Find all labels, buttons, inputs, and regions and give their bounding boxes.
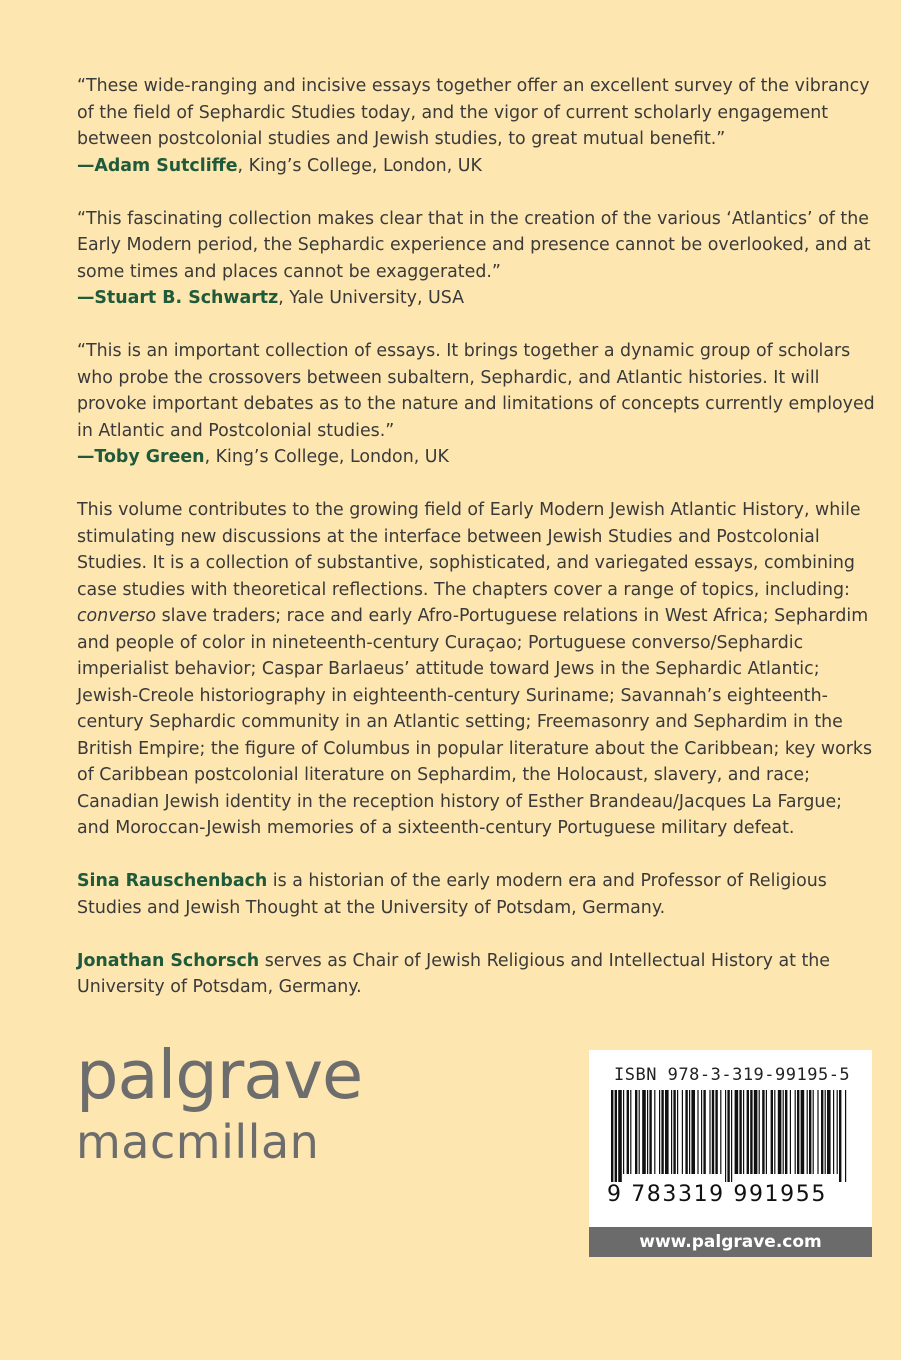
endorsement-attribution <box>77 153 877 180</box>
endorser-name: Toby Green <box>94 447 205 467</box>
barcode-bar <box>739 1090 741 1174</box>
bio-text: serves as Chair of Jewish Religious and Intellectual History at the University of Potsdam, Germany. <box>77 950 830 997</box>
barcode-bar <box>709 1090 710 1174</box>
endorser-affiliation: , King’s College, London, UK <box>237 155 482 176</box>
barcode-bar <box>813 1090 814 1174</box>
barcode-bar <box>809 1090 811 1174</box>
barcode-bar <box>766 1090 767 1174</box>
bio-paragraph <box>77 868 877 921</box>
em-dash: — <box>77 288 95 308</box>
editor-bio-1 <box>77 868 877 921</box>
barcode-bar <box>839 1090 841 1182</box>
barcode-bar <box>661 1090 663 1174</box>
endorsement-attribution <box>77 285 877 312</box>
barcode-bar <box>715 1090 717 1174</box>
barcode-digits: 9 783319 991955 <box>607 1182 827 1207</box>
barcode-bar <box>701 1090 702 1174</box>
barcode-bar <box>627 1090 629 1174</box>
barcode-bar <box>649 1090 651 1174</box>
barcode-bar <box>801 1090 805 1174</box>
barcode-bar <box>778 1090 782 1174</box>
endorsement-quote: “These wide-ranging and incisive essays together offer an excellent survey of the vibrancy of the field of Sephardic Studies today, and the vigor of current scholarly engagement between postcolonial studies and Jewish studies, to great mutual benefit.” <box>77 76 870 149</box>
barcode-bar <box>635 1090 637 1174</box>
barcode-bar <box>720 1090 721 1174</box>
barcode-bar <box>795 1090 796 1174</box>
barcode-bar <box>647 1090 648 1174</box>
barcode-bar <box>671 1090 672 1174</box>
barcode-bars-icon <box>611 1090 851 1182</box>
barcode-bar <box>725 1090 726 1182</box>
description-paragraph <box>77 497 877 842</box>
logo-line-palgrave: palgrave <box>76 1036 363 1114</box>
barcode-bar <box>797 1090 799 1174</box>
em-dash: — <box>77 155 95 176</box>
barcode-bar <box>762 1090 764 1174</box>
barcode-bar <box>691 1090 695 1174</box>
barcode-bar <box>615 1090 617 1182</box>
isbn-label: ISBN 978-3-319-99195-5 <box>614 1065 851 1085</box>
barcode-bar <box>743 1090 744 1174</box>
publisher-logo <box>76 1036 363 1169</box>
barcode-bar <box>735 1090 739 1174</box>
barcode-bar <box>783 1090 784 1174</box>
barcode-bar <box>685 1090 687 1174</box>
barcode-bar <box>750 1090 752 1174</box>
endorsement-quote: “This is an important collection of essays. It brings together a dynamic group of scholars who probe the crossovers between subaltern, Sephardic, and Atlantic histories. It will provoke important debates as to the nature and limitations of concepts currently employed in Atlantic and Postcolonial studies.” <box>77 341 875 441</box>
barcode-bar <box>845 1090 846 1182</box>
description-text: slave traders; race and early Afro-Portuguese relations in West Africa; Sephardim and people of color in nineteenth-century Curaçao; Portuguese converso/Sephardic imperialist behavior; Caspar Barlaeus’ attitude toward Jews in the Sephardic Atlantic; Jewish-Creole historiography in eighteenth-century Suriname; Savannah’s eighteenth-century Sephardic community in an Atlantic setting; Freemasonry and Sephardim in the British Empire; the figure of Columbus in popular literature about the Caribbean; key works of Caribbean postcolonial literature on Sephardim, the Holocaust, slavery, and race; Canadian Jewish identity in the reception history of Esther Brandeau/Jacques La Fargue; and Moroccan-Jewish memories of a sixteenth-century Portuguese military defeat. <box>77 606 873 838</box>
endorsement-1 <box>77 73 877 179</box>
endorsement-3 <box>77 338 877 471</box>
endorser-affiliation: , Yale University, USA <box>278 288 465 308</box>
barcode-bar <box>703 1090 705 1174</box>
barcode-bar <box>790 1090 791 1174</box>
book-description <box>77 497 877 842</box>
barcode-bar <box>785 1090 787 1174</box>
isbn-barcode <box>589 1050 872 1227</box>
back-cover-text <box>77 73 877 1027</box>
barcode-bar <box>825 1090 826 1174</box>
bio-paragraph <box>77 948 877 1001</box>
barcode-bar <box>754 1090 758 1174</box>
barcode-bar <box>837 1090 838 1174</box>
barcode-bar <box>759 1090 760 1174</box>
barcode-bar <box>731 1090 732 1182</box>
description-italic-term: converso <box>77 606 157 626</box>
barcode-bar <box>727 1090 729 1182</box>
barcode-bar <box>673 1090 675 1174</box>
editor-name: Jonathan Schorsch <box>77 950 260 971</box>
barcode-bar <box>682 1090 683 1174</box>
barcode-bar <box>630 1090 631 1174</box>
endorser-name: Adam Sutcliffe <box>94 155 238 176</box>
endorser-name: Stuart B. Schwartz <box>94 288 279 308</box>
barcode-bar <box>821 1090 823 1174</box>
barcode-bar <box>689 1090 690 1174</box>
barcode-bar <box>659 1090 660 1174</box>
bio-text: is a historian of the early modern era and Professor of Religious Studies and Jewish Thought at the University of Potsdam, Germany. <box>77 871 827 918</box>
barcode-bar <box>642 1090 646 1174</box>
barcode-bar <box>639 1090 640 1174</box>
barcode-bar <box>827 1090 831 1174</box>
logo-line-macmillan: macmillan <box>76 1115 320 1169</box>
barcode-bar <box>697 1090 698 1174</box>
editor-name: Sina Rauschenbach <box>77 871 268 891</box>
barcode-bar <box>833 1090 834 1174</box>
barcode-bar <box>712 1090 714 1174</box>
description-text: This volume contributes to the growing field of Early Modern Jewish Atlantic History, while stimulating new discussions at the interface between Jewish Studies and Postcolonial Studies. It is a collection of substantive, sophisticated, and variegated essays, combining case studies with theoretical reflections. The chapters cover a range of topics, including: <box>77 500 861 600</box>
barcode-bar <box>774 1090 775 1174</box>
barcode-bar <box>654 1090 655 1174</box>
barcode-bar <box>611 1090 613 1182</box>
barcode-bar <box>618 1090 622 1182</box>
publisher-website: www.palgrave.com <box>589 1227 872 1257</box>
endorsement-quote: “This fascinating collection makes clear that in the creation of the various ‘Atlantics’ of the Early Modern period, the Sephardic experience and presence cannot be overlooked, and at some times and places cannot be exaggerated.” <box>77 208 871 282</box>
barcode-bar <box>807 1090 808 1174</box>
barcode-bar <box>771 1090 773 1174</box>
endorsement-2 <box>77 206 877 312</box>
endorser-affiliation: , King’s College, London, UK <box>204 447 449 467</box>
barcode-bar <box>623 1090 624 1174</box>
em-dash: — <box>77 447 95 467</box>
barcode-bar <box>665 1090 669 1174</box>
barcode-bar <box>817 1090 818 1174</box>
editor-bio-2 <box>77 948 877 1001</box>
barcode-bar <box>677 1090 678 1174</box>
endorsement-attribution <box>77 444 877 471</box>
barcode-bar <box>747 1090 749 1174</box>
